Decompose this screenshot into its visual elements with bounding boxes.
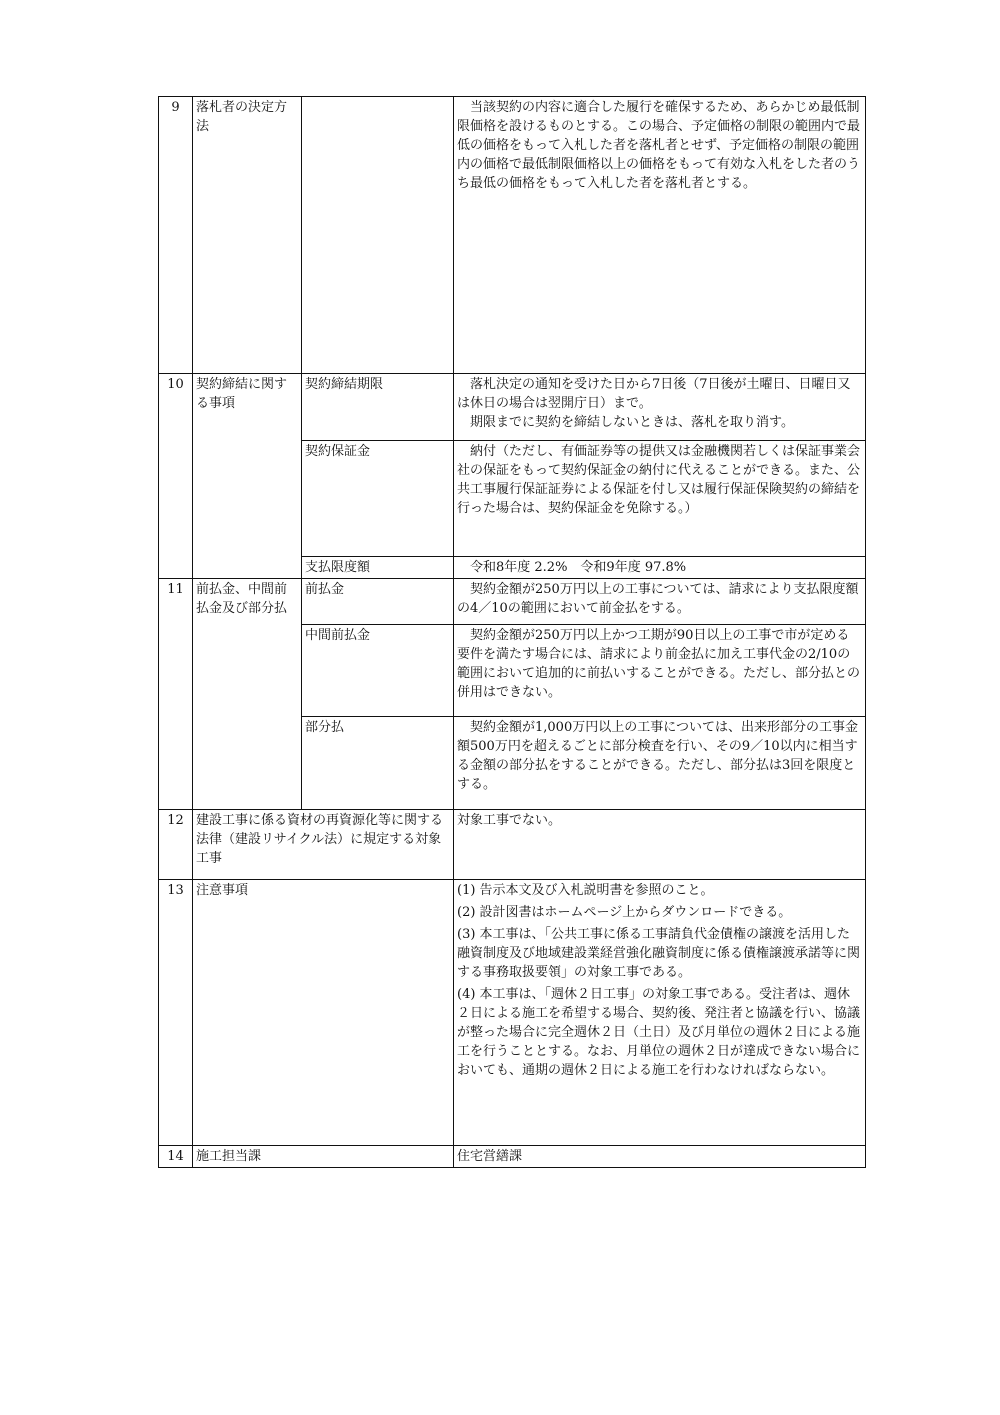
sub-content (454, 579, 866, 625)
note-item: (2) 設計図書はホームページ上からダウンロードできる。 (457, 905, 792, 920)
sub-content (454, 717, 866, 810)
sub-content (454, 557, 866, 579)
paragraph: 期限までに契約を締結しないときは、落札を取り消す。 (470, 415, 794, 430)
row-title: 施工担当課 (193, 1146, 454, 1168)
table-row (159, 880, 866, 1146)
sub-label: 部分払 (302, 717, 454, 810)
conditions-table (158, 96, 866, 1168)
row-content (454, 97, 866, 374)
sub-label: 契約保証金 (302, 441, 454, 557)
paragraph: 契約金額が250万円以上かつ工期が90日以上の工事で市が定める要件を満たす場合には、請求により前金払に加え工事代金の2/10の範囲において追加的に前払いすることができる。ただし、部分払との併用はできない。 (457, 628, 861, 700)
paragraph: 納付（ただし、有価証券等の提供又は金融機関若しくは保証事業会社の保証をもって契約保証金の納付に代えることができる。また、公共工事履行保証証券による保証を付し又は履行保証保険契約の締結を行った場合は、契約保証金を免除する。） (457, 444, 861, 516)
row-title: 前払金、中間前払金及び部分払 (193, 579, 302, 810)
row-content (454, 1146, 866, 1168)
paragraph: 契約金額が1,000万円以上の工事については、出来形部分の工事金額500万円を超えるごとに部分検査を行い、その9／10以内に相当する金額の部分払をすることができる。ただし、部分払は3回を限度とする。 (457, 720, 858, 792)
row-title: 注意事項 (193, 880, 454, 1146)
paragraph: 契約金額が250万円以上の工事については、請求により支払限度額の4／10の範囲において前金払をする。 (457, 582, 859, 616)
note-item: (4) 本工事は、「週休２日工事」の対象工事である。受注者は、週休２日による施工を希望する場合、契約後、発注者と協議を行い、協議が整った場合に完全週休２日（土日）及び月単位の週休２日による施工を行うこととする。なお、月単位の週休２日が達成できない場合においても、通期の週休２日による施工を行わなければならない。 (457, 987, 861, 1078)
note-item: (3) 本工事は、「公共工事に係る工事請負代金債権の譲渡を活用した融資制度及び地域建設業経営強化融資制度に係る債権譲渡承諾等に関する事務取扱要領」の対象工事である。 (457, 927, 861, 980)
row-number: 13 (159, 880, 193, 1146)
row-number: 11 (159, 579, 193, 810)
row-title: 落札者の決定方法 (193, 97, 302, 374)
sub-content (454, 441, 866, 557)
table-row (159, 374, 866, 441)
paragraph: 落札決定の通知を受けた日から7日後（7日後が土曜日、日曜日又は休日の場合は翌開庁日）まで。 (457, 377, 851, 411)
row-title: 契約締結に関する事項 (193, 374, 302, 579)
row-number: 9 (159, 97, 193, 374)
sub-label: 前払金 (302, 579, 454, 625)
table-row (159, 1146, 866, 1168)
sub-label: 支払限度額 (302, 557, 454, 579)
note-item: (1) 告示本文及び入札説明書を参照のこと。 (457, 883, 714, 898)
sub-label: 中間前払金 (302, 625, 454, 717)
notes-cell (454, 880, 866, 1146)
sub-content (454, 374, 866, 441)
sub-content (454, 625, 866, 717)
row-number: 10 (159, 374, 193, 579)
row-content (454, 810, 866, 880)
paragraph: 当該契約の内容に適合した履行を確保するため、あらかじめ最低制限価格を設けるものとする。この場合、予定価格の制限の範囲内で最低の価格をもって入札した者を落札者とせず、予定価格の制限の範囲内の価格で最低制限価格以上の価格をもって有効な入札をした者のうち最低の価格をもって入札した者を落札者とする。 (457, 100, 861, 191)
empty-cell (302, 97, 454, 374)
paragraph: 住宅営繕課 (457, 1149, 523, 1164)
row-number: 12 (159, 810, 193, 880)
paragraph: 令和8年度 2.2% 令和9年度 97.8% (470, 560, 687, 575)
table-row (159, 579, 866, 625)
table-row (159, 810, 866, 880)
sub-label: 契約締結期限 (302, 374, 454, 441)
row-title: 建設工事に係る資材の再資源化等に関する法律（建設リサイクル法）に規定する対象工事 (193, 810, 454, 880)
paragraph: 対象工事でない。 (457, 813, 562, 828)
table-row (159, 97, 866, 374)
row-number: 14 (159, 1146, 193, 1168)
